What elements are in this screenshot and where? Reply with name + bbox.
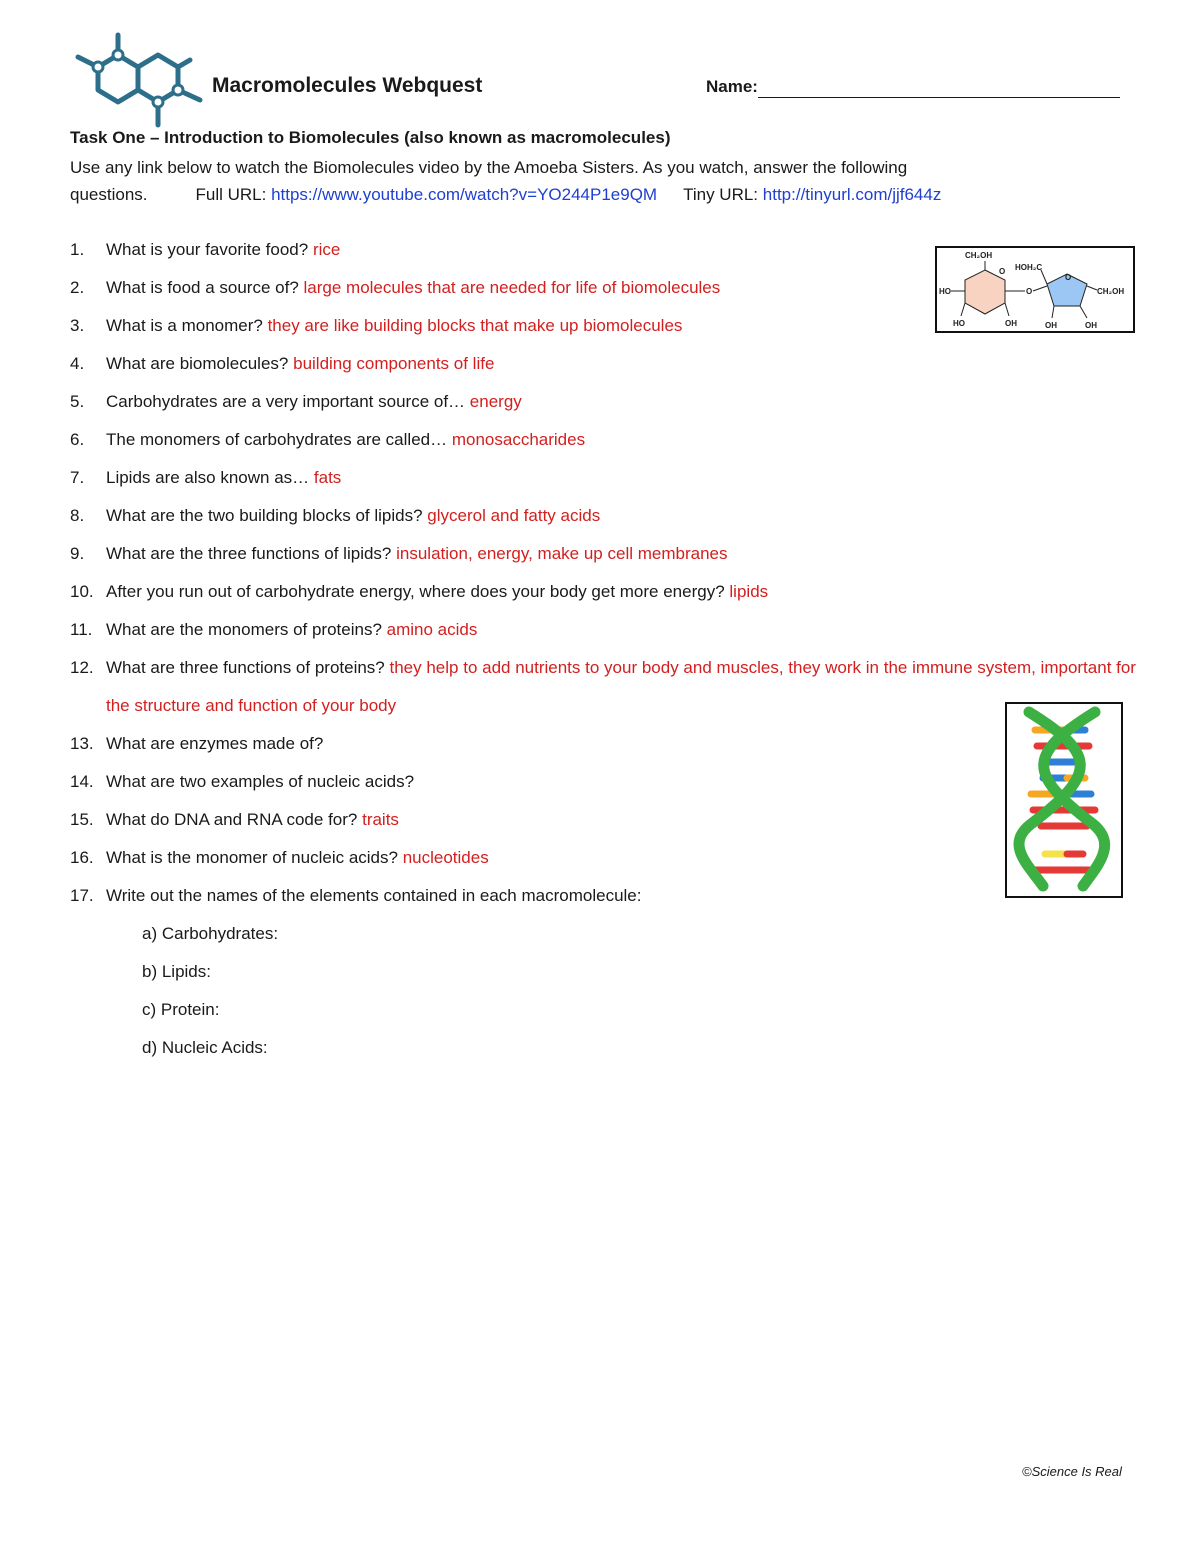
- question-text: Lipids are also known as…: [106, 468, 310, 487]
- question-text: What are biomolecules?: [106, 354, 289, 373]
- sugar-label: O: [1065, 273, 1072, 282]
- sugar-label: HO: [939, 287, 951, 296]
- question-number: 10.: [70, 582, 94, 601]
- question-number: 7.: [70, 468, 85, 487]
- question-item: [70, 345, 1140, 383]
- sugar-label: OH: [1005, 319, 1017, 328]
- intro-url-line: [70, 181, 1140, 208]
- question-number: 3.: [70, 316, 85, 335]
- sugar-label: HOH₂C: [1015, 263, 1043, 272]
- answer-text[interactable]: they help to add nutrients to your body and muscles, they work in the immune system, important for the structure and function of your body: [106, 658, 1136, 715]
- question-number: 2.: [70, 278, 85, 297]
- question-text: What are the two building blocks of lipids?: [106, 506, 423, 525]
- sugar-label: OH: [1045, 321, 1057, 330]
- name-field[interactable]: [758, 97, 1120, 98]
- answer-text[interactable]: large molecules that are needed for life of biomolecules: [303, 278, 721, 297]
- question-text: The monomers of carbohydrates are called…: [106, 430, 448, 449]
- question-item: [70, 839, 1140, 877]
- question-number: 4.: [70, 354, 85, 373]
- question-text: After you run out of carbohydrate energy, where does your body get more energy?: [106, 582, 725, 601]
- answer-text[interactable]: glycerol and fatty acids: [427, 506, 601, 525]
- task-heading: Task One – Introduction to Biomolecules (also known as macromolecules): [70, 128, 671, 147]
- page-title: Macromolecules Webquest: [212, 74, 483, 97]
- question-list: [70, 231, 1140, 1067]
- question-text: What is the monomer of nucleic acids?: [106, 848, 398, 867]
- molecule-logo: [70, 30, 210, 130]
- full-url-label: Full URL:: [195, 185, 272, 204]
- answer-text[interactable]: nucleotides: [402, 848, 489, 867]
- answer-text[interactable]: lipids: [729, 582, 769, 601]
- question-text: What are the three functions of lipids?: [106, 544, 392, 563]
- intro-text-end: questions.: [70, 185, 148, 204]
- answer-text[interactable]: traits: [362, 810, 399, 829]
- dna-helix-image: [1005, 702, 1123, 898]
- sugar-label: CH₂OH: [1097, 287, 1125, 296]
- question-number: 16.: [70, 848, 94, 867]
- question-text: What is food a source of?: [106, 278, 299, 297]
- question-item: [70, 725, 1140, 763]
- question-number: 9.: [70, 544, 85, 563]
- answer-text[interactable]: building components of life: [293, 354, 495, 373]
- sugar-label: O: [999, 267, 1006, 276]
- answer-text[interactable]: rice: [312, 240, 341, 259]
- answer-text[interactable]: monosaccharides: [451, 430, 586, 449]
- sub-item-nucleic-acids[interactable]: d) Nucleic Acids:: [142, 1038, 268, 1057]
- sugar-label: HO: [953, 319, 965, 328]
- question-number: 1.: [70, 240, 85, 259]
- question-item: [70, 801, 1140, 839]
- question-number: 12.: [70, 658, 94, 677]
- tiny-url-link[interactable]: http://tinyurl.com/jjf644z: [762, 185, 942, 204]
- question-number: 5.: [70, 392, 85, 411]
- answer-text[interactable]: energy: [469, 392, 522, 411]
- question-number: 15.: [70, 810, 94, 829]
- question-text: Write out the names of the elements contained in each macromolecule:: [106, 886, 642, 905]
- question-item: [70, 497, 1140, 535]
- question-item: [70, 535, 1140, 573]
- question-item: [70, 877, 1140, 915]
- name-label: Name:: [706, 77, 758, 96]
- task-intro: [70, 154, 1140, 208]
- tiny-url-label: Tiny URL:: [683, 185, 763, 204]
- copyright-footer: ©Science Is Real: [1022, 1464, 1122, 1479]
- question-text: Carbohydrates are a very important source of…: [106, 392, 466, 411]
- question-item: [70, 573, 1140, 611]
- question-text: What are enzymes made of?: [106, 734, 324, 753]
- question-item: [70, 383, 1140, 421]
- question-number: 11.: [70, 620, 93, 639]
- question-number: 13.: [70, 734, 94, 753]
- question-item: [70, 459, 1140, 497]
- full-url-link[interactable]: https://www.youtube.com/watch?v=YO244P1e9QM: [271, 185, 658, 204]
- sugar-label: O: [1026, 287, 1033, 296]
- sub-item-carbohydrates[interactable]: a) Carbohydrates:: [142, 924, 279, 943]
- answer-text[interactable]: insulation, energy, make up cell membranes: [396, 544, 728, 563]
- intro-text: Use any link below to watch the Biomolecules video by the Amoeba Sisters. As you watch, answer the following: [70, 158, 908, 177]
- question-text: What is a monomer?: [106, 316, 263, 335]
- question-item: [70, 763, 1140, 801]
- question-text: What do DNA and RNA code for?: [106, 810, 358, 829]
- question-item: [70, 649, 1140, 725]
- question-number: 8.: [70, 506, 85, 525]
- question-text: What are the monomers of proteins?: [106, 620, 382, 639]
- sugar-label: CH₂OH: [965, 251, 993, 260]
- sub-item-lipids[interactable]: b) Lipids:: [142, 962, 211, 981]
- answer-text[interactable]: they are like building blocks that make up biomolecules: [267, 316, 683, 335]
- sugar-label: OH: [1085, 321, 1097, 330]
- answer-text[interactable]: fats: [313, 468, 342, 487]
- answer-text[interactable]: amino acids: [386, 620, 478, 639]
- sucrose-image: [935, 246, 1135, 333]
- question-text: What is your favorite food?: [106, 240, 309, 259]
- question-number: 17.: [70, 886, 94, 905]
- sub-item-protein[interactable]: c) Protein:: [142, 1000, 220, 1019]
- question-number: 6.: [70, 430, 85, 449]
- question-number: 14.: [70, 772, 94, 791]
- question-text: What are two examples of nucleic acids?: [106, 772, 415, 791]
- question-item: [70, 611, 1140, 649]
- question-text: What are three functions of proteins?: [106, 658, 385, 677]
- question-item: [70, 421, 1140, 459]
